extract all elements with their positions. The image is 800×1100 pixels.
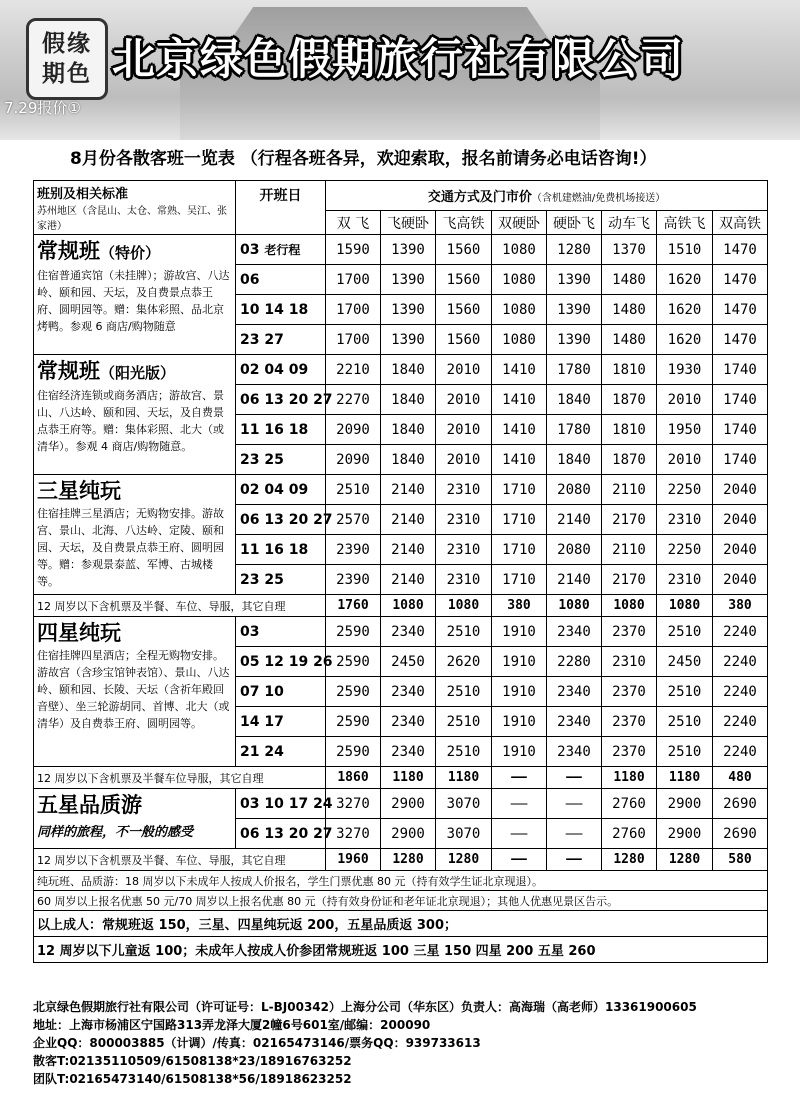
- price-cell: 1080: [492, 295, 547, 325]
- dates-value: 23 25: [240, 571, 284, 588]
- rebate-row: [34, 937, 768, 963]
- child-price-cell: 1080: [381, 595, 436, 617]
- price-cell: 1840: [381, 445, 436, 475]
- group-label: [34, 355, 236, 475]
- product-suffix: （阳光版）: [100, 364, 176, 382]
- departure-dates: [236, 707, 326, 737]
- price-cell: 1390: [547, 325, 602, 355]
- price-cell: 1840: [547, 385, 602, 415]
- rebate-info: 12 周岁以下儿童返 100；未成年人按成人价参团常规班返 100 三星 150 四星 200 五星 260: [34, 937, 768, 963]
- price-cell: 1080: [492, 235, 547, 265]
- price-cell: 2010: [436, 415, 492, 445]
- child-price-cell: 1080: [547, 595, 602, 617]
- price-cell: 3270: [326, 789, 381, 819]
- dates-value: 06 13 20 27: [240, 511, 333, 528]
- price-cell: 1620: [657, 295, 713, 325]
- price-cell: 2090: [326, 445, 381, 475]
- price-cell: 1410: [492, 355, 547, 385]
- price-cell: 2080: [547, 535, 602, 565]
- child-price-cell: 1280: [436, 849, 492, 871]
- price-cell: 2510: [657, 617, 713, 647]
- price-cell: 2240: [713, 617, 768, 647]
- price-cell: 2340: [381, 617, 436, 647]
- product-title: 常规班: [37, 359, 100, 383]
- price-cell: 2140: [381, 475, 436, 505]
- departure-dates: [236, 265, 326, 295]
- price-cell: 2340: [547, 677, 602, 707]
- price-cell: 2240: [713, 647, 768, 677]
- price-row: [34, 617, 768, 647]
- child-price-cell: 1180: [602, 767, 657, 789]
- footer-company-line: 北京绿色假期旅行社有限公司（许可证号：L-BJ00342）上海分公司（华东区）负责人：高海瑞（高老师）13361900605: [33, 1000, 697, 1014]
- product-name: [37, 791, 232, 819]
- child-price-cell: 1280: [602, 849, 657, 871]
- price-cell: 2900: [381, 819, 436, 849]
- price-cell: 2450: [381, 647, 436, 677]
- price-cell: 1840: [381, 415, 436, 445]
- group-label: [34, 789, 236, 849]
- price-cell: 1710: [492, 475, 547, 505]
- child-price-cell: 1960: [326, 849, 381, 871]
- dates-value: 23 27: [240, 331, 284, 348]
- price-cell: 1710: [492, 505, 547, 535]
- child-price-cell: 1180: [381, 767, 436, 789]
- price-cell: 2690: [713, 789, 768, 819]
- price-cell: 1840: [547, 445, 602, 475]
- product-name: [37, 477, 232, 505]
- price-cell: 2090: [326, 415, 381, 445]
- departure-dates: [236, 565, 326, 595]
- dates-value: 06 13 20 27: [240, 825, 333, 842]
- price-cell: 2140: [381, 535, 436, 565]
- price-cell: 1560: [436, 325, 492, 355]
- child-policy: 12 周岁以下含机票及半餐、车位、导服，其它自理: [34, 595, 326, 617]
- price-cell: 1910: [492, 647, 547, 677]
- price-cell: 1510: [657, 235, 713, 265]
- product-name: [37, 357, 232, 387]
- transport-type: 高铁飞: [657, 211, 713, 235]
- price-cell: 2170: [602, 565, 657, 595]
- price-cell: 1910: [492, 737, 547, 767]
- price-cell: 2590: [326, 737, 381, 767]
- child-price-cell: ——: [547, 767, 602, 789]
- price-cell: 2310: [436, 505, 492, 535]
- company-name: 北京绿色假期旅行社有限公司: [112, 35, 684, 85]
- child-price-cell: 580: [713, 849, 768, 871]
- price-cell: 2510: [657, 707, 713, 737]
- price-cell: 2310: [436, 565, 492, 595]
- price-cell: 1410: [492, 445, 547, 475]
- child-policy: 12 周岁以下含机票及半餐、车位、导服，其它自理: [34, 849, 326, 871]
- price-cell: 1410: [492, 415, 547, 445]
- quote-date: 7.29报价①: [4, 99, 81, 117]
- price-cell: 1560: [436, 295, 492, 325]
- product-title: 三星纯玩: [37, 479, 121, 503]
- price-cell: 1780: [547, 355, 602, 385]
- departure-dates: [236, 445, 326, 475]
- price-cell: 2080: [547, 475, 602, 505]
- footer-qq-fax: 企业QQ：800003885（计调）/传真：02165473146/票务QQ：939733613: [33, 1036, 481, 1050]
- dates-value: 06: [240, 271, 260, 288]
- price-cell: 2010: [657, 445, 713, 475]
- price-cell: 2900: [657, 789, 713, 819]
- price-cell: 1080: [492, 265, 547, 295]
- price-cell: 2370: [602, 677, 657, 707]
- dates-value: 11 16 18: [240, 541, 309, 558]
- price-cell: 2040: [713, 535, 768, 565]
- price-cell: 2510: [657, 737, 713, 767]
- departure-dates: [236, 385, 333, 415]
- departure-dates: [236, 535, 326, 565]
- transport-type: 双 飞: [326, 211, 381, 235]
- price-cell: 2270: [326, 385, 381, 415]
- price-cell: 2450: [657, 647, 713, 677]
- child-price-cell: 1760: [326, 595, 381, 617]
- price-cell: 2310: [436, 535, 492, 565]
- price-cell: 2690: [713, 819, 768, 849]
- dates-note: 老行程: [264, 243, 301, 257]
- price-cell: 2040: [713, 475, 768, 505]
- price-cell: 1840: [381, 355, 436, 385]
- price-cell: 3070: [436, 789, 492, 819]
- child-price-row: [34, 849, 768, 871]
- price-row: [34, 235, 768, 265]
- price-cell: 1480: [602, 325, 657, 355]
- group-label: [34, 235, 236, 355]
- price-cell: 2240: [713, 707, 768, 737]
- price-cell: 2340: [381, 737, 436, 767]
- group-label: [34, 617, 236, 767]
- product-description: 住宿普通宾馆（未挂牌）；游故宫、八达岭、颐和园、天坛，及自费景点恭王府、圆明园等。赠：集体彩照、品北京烤鸭。参观 6 商店/购物随意: [37, 269, 230, 333]
- price-cell: 1710: [492, 535, 547, 565]
- departure-dates: [236, 617, 326, 647]
- price-cell: ——: [492, 789, 547, 819]
- footer-address: 地址：上海市杨浦区宁国路313弄龙泽大厦2幢6号601室/邮编：200090: [33, 1018, 431, 1032]
- price-cell: 2010: [436, 385, 492, 415]
- header-banner: [0, 0, 800, 140]
- price-cell: 3070: [436, 819, 492, 849]
- price-cell: 2140: [381, 505, 436, 535]
- departure-dates: [236, 415, 326, 445]
- dates-value: 10 14 18: [240, 301, 309, 318]
- footer-group-phone: 团队T:02165473140/61508138*56/18918623252: [33, 1072, 352, 1086]
- child-price-cell: 380: [713, 595, 768, 617]
- price-cell: 1700: [326, 295, 381, 325]
- departure-dates: [236, 235, 326, 265]
- price-cell: 2590: [326, 617, 381, 647]
- price-cell: 3270: [326, 819, 381, 849]
- price-cell: 2510: [326, 475, 381, 505]
- col-header-dates: 开班日: [236, 181, 326, 235]
- price-cell: 2240: [713, 737, 768, 767]
- rebate-row: [34, 911, 768, 937]
- dates-value: 03 10 17 24: [240, 795, 333, 812]
- standard-label: 班别及相关标准: [37, 187, 129, 202]
- price-cell: 2900: [657, 819, 713, 849]
- child-policy: 12 周岁以下含机票及半餐车位导服，其它自理: [34, 767, 326, 789]
- price-cell: 2760: [602, 789, 657, 819]
- price-cell: 2280: [547, 647, 602, 677]
- price-cell: 1950: [657, 415, 713, 445]
- price-cell: 2590: [326, 707, 381, 737]
- price-cell: 2140: [547, 565, 602, 595]
- price-cell: 1590: [326, 235, 381, 265]
- price-cell: 1710: [492, 565, 547, 595]
- child-price-row: [34, 767, 768, 789]
- child-price-cell: 1280: [381, 849, 436, 871]
- footer-individual-phone: 散客T:02135110509/61508138*23/18916763252: [33, 1054, 352, 1068]
- price-cell: 2590: [326, 677, 381, 707]
- child-price-cell: 1860: [326, 767, 381, 789]
- child-price-cell: 1080: [436, 595, 492, 617]
- price-cell: 1700: [326, 325, 381, 355]
- price-cell: 1480: [602, 265, 657, 295]
- price-cell: 2140: [381, 565, 436, 595]
- price-cell: 2140: [547, 505, 602, 535]
- departure-dates: [236, 737, 326, 767]
- price-cell: 1870: [602, 445, 657, 475]
- price-cell: 2510: [436, 677, 492, 707]
- price-cell: 1870: [602, 385, 657, 415]
- price-cell: 1470: [713, 325, 768, 355]
- price-cell: 1930: [657, 355, 713, 385]
- price-cell: 2110: [602, 535, 657, 565]
- price-cell: 1910: [492, 617, 547, 647]
- product-description: 住宿挂牌三星酒店；无购物安排。游故宫、景山、北海、八达岭、定陵、颐和园、天坛，及自费景点恭王府、圆明园等。赠：参观景泰蓝、军博、古城楼等。: [37, 507, 224, 588]
- rebate-info: 以上成人：常规班返 150，三星、四星纯玩返 200，五星品质返 300；: [34, 911, 768, 937]
- departure-dates: [236, 647, 333, 677]
- contact-footer: [33, 998, 793, 1088]
- departure-dates: [236, 295, 326, 325]
- dates-value: 02 04 09: [240, 481, 309, 498]
- price-cell: 2620: [436, 647, 492, 677]
- product-name: [37, 237, 232, 267]
- dates-value: 11 16 18: [240, 421, 309, 438]
- child-price-cell: ——: [492, 767, 547, 789]
- price-cell: 1390: [381, 235, 436, 265]
- note-row: [34, 871, 768, 891]
- price-cell: 1740: [713, 445, 768, 475]
- price-cell: 2040: [713, 505, 768, 535]
- price-cell: 1480: [602, 295, 657, 325]
- departure-dates: [236, 355, 326, 385]
- product-suffix: （特价）: [100, 244, 161, 262]
- price-cell: 1470: [713, 295, 768, 325]
- price-cell: 1910: [492, 707, 547, 737]
- child-price-cell: 480: [713, 767, 768, 789]
- price-cell: 2210: [326, 355, 381, 385]
- page-subtitle: 8月份各散客班一览表 （行程各班各异，欢迎索取，报名前请务必电话咨询!）: [70, 149, 657, 169]
- col-header-standard: [34, 181, 236, 235]
- transport-type: 飞硬卧: [381, 211, 436, 235]
- price-cell: 2340: [547, 707, 602, 737]
- child-price-cell: ——: [547, 849, 602, 871]
- price-cell: 1740: [713, 415, 768, 445]
- group-label: [34, 475, 236, 595]
- product-description: 住宿经济连锁或商务酒店；游故宫、景山、八达岭、颐和园、天坛，及自费景点恭王府等。赠：集体彩照、北大（或清华）。参观 4 商店/购物随意。: [37, 389, 224, 453]
- price-cell: 2390: [326, 535, 381, 565]
- price-cell: 2170: [602, 505, 657, 535]
- child-price-cell: 1180: [657, 767, 713, 789]
- price-cell: 1560: [436, 235, 492, 265]
- dates-value: 14 17: [240, 713, 284, 730]
- price-cell: 1470: [713, 265, 768, 295]
- price-cell: 1810: [602, 355, 657, 385]
- price-cell: 2310: [657, 505, 713, 535]
- price-cell: 2240: [713, 677, 768, 707]
- product-title: 常规班: [37, 239, 100, 263]
- price-cell: 2510: [436, 707, 492, 737]
- price-cell: 1910: [492, 677, 547, 707]
- price-cell: 1390: [381, 325, 436, 355]
- transport-type: 硬卧飞: [547, 211, 602, 235]
- price-cell: 2340: [547, 737, 602, 767]
- price-cell: 2110: [602, 475, 657, 505]
- child-price-cell: 380: [492, 595, 547, 617]
- transport-type: 动车飞: [602, 211, 657, 235]
- price-table: [33, 180, 768, 963]
- departure-dates: [236, 505, 333, 535]
- price-cell: 2510: [436, 617, 492, 647]
- note-row: [34, 891, 768, 911]
- dates-value: 05 12 19 26: [240, 653, 333, 670]
- price-cell: 2340: [547, 617, 602, 647]
- price-cell: 2370: [602, 617, 657, 647]
- discount-note: 纯玩班、品质游：18 周岁以下未成年人按成人价报名，学生门票优惠 80 元（持有效学生证北京现退）。: [34, 871, 768, 891]
- price-cell: 1620: [657, 265, 713, 295]
- price-cell: ——: [547, 789, 602, 819]
- price-row: [34, 355, 768, 385]
- price-cell: ——: [492, 819, 547, 849]
- departure-dates: [236, 475, 326, 505]
- price-cell: 1390: [381, 265, 436, 295]
- price-cell: 1700: [326, 265, 381, 295]
- logo-text: 假缘期色: [42, 30, 92, 87]
- departure-dates: [236, 819, 333, 849]
- dates-value: 21 24: [240, 743, 284, 760]
- departure-dates: [236, 325, 326, 355]
- child-price-cell: 1180: [436, 767, 492, 789]
- price-cell: 1740: [713, 385, 768, 415]
- price-cell: 2010: [436, 445, 492, 475]
- child-price-row: [34, 595, 768, 617]
- dates-value: 06 13 20 27: [240, 391, 333, 408]
- price-cell: 2340: [381, 677, 436, 707]
- price-cell: 2370: [602, 707, 657, 737]
- discount-note: 60 周岁以上报名优惠 50 元/70 周岁以上报名优惠 80 元（持有效身份证和老年证北京现退）；其他人优惠见景区告示。: [34, 891, 768, 911]
- col-header-prices: [326, 181, 768, 211]
- price-cell: 2370: [602, 737, 657, 767]
- prices-label: 交通方式及门市价: [427, 190, 532, 206]
- price-cell: 2390: [326, 565, 381, 595]
- price-cell: 1390: [547, 295, 602, 325]
- price-cell: 1560: [436, 265, 492, 295]
- dates-value: 07 10: [240, 683, 284, 700]
- transport-type: 飞高铁: [436, 211, 492, 235]
- child-price-cell: 1280: [657, 849, 713, 871]
- price-cell: 2010: [657, 385, 713, 415]
- price-cell: 2900: [381, 789, 436, 819]
- price-row: [34, 789, 768, 819]
- price-cell: 1740: [713, 355, 768, 385]
- price-cell: 1470: [713, 235, 768, 265]
- price-cell: 1280: [547, 235, 602, 265]
- product-name: [37, 619, 232, 647]
- price-cell: 2040: [713, 565, 768, 595]
- price-cell: 1410: [492, 385, 547, 415]
- price-cell: 1390: [381, 295, 436, 325]
- price-cell: 1810: [602, 415, 657, 445]
- price-cell: 2310: [657, 565, 713, 595]
- price-cell: 2590: [326, 647, 381, 677]
- dates-value: 23 25: [240, 451, 284, 468]
- price-cell: 2760: [602, 819, 657, 849]
- price-cell: 1620: [657, 325, 713, 355]
- price-cell: 1780: [547, 415, 602, 445]
- price-cell: 2510: [657, 677, 713, 707]
- price-cell: 2310: [436, 475, 492, 505]
- price-cell: 1370: [602, 235, 657, 265]
- product-slogan: 同样的旅程，不一般的感受: [37, 825, 194, 840]
- table-header-row: [34, 181, 768, 211]
- price-cell: 1390: [547, 265, 602, 295]
- price-cell: 2250: [657, 535, 713, 565]
- price-cell: 1080: [492, 325, 547, 355]
- price-cell: 2310: [602, 647, 657, 677]
- price-cell: 2250: [657, 475, 713, 505]
- child-price-cell: ——: [492, 849, 547, 871]
- price-row: [34, 475, 768, 505]
- price-cell: 2340: [381, 707, 436, 737]
- price-cell: 2010: [436, 355, 492, 385]
- child-price-cell: 1080: [602, 595, 657, 617]
- company-logo: [26, 18, 108, 100]
- dates-value: 03: [240, 242, 260, 258]
- region-label: 苏州地区（含昆山、太仓、常熟、吴江、张家港）: [37, 206, 227, 232]
- price-cell: 2570: [326, 505, 381, 535]
- transport-type: 双高铁: [713, 211, 768, 235]
- product-title: 五星品质游: [37, 793, 142, 817]
- product-title: 四星纯玩: [37, 621, 121, 645]
- transport-type: 双硬卧: [492, 211, 547, 235]
- departure-dates: [236, 677, 326, 707]
- dates-value: 03: [240, 623, 260, 640]
- dates-value: 02 04 09: [240, 361, 309, 378]
- price-cell: 2510: [436, 737, 492, 767]
- product-description: 住宿挂牌四星酒店；全程无购物安排。游故宫（含珍宝馆钟表馆）、景山、八达岭、颐和园、长陵、天坛（含祈年殿回音壁）、坐三轮游胡同、首博、北大（或清华）及自费恭王府、圆明园等。: [37, 649, 230, 730]
- prices-note: （含机建燃油/免费机场接送）: [531, 193, 666, 205]
- price-cell: 1840: [381, 385, 436, 415]
- price-cell: ——: [547, 819, 602, 849]
- child-price-cell: 1080: [657, 595, 713, 617]
- departure-dates: [236, 789, 333, 819]
